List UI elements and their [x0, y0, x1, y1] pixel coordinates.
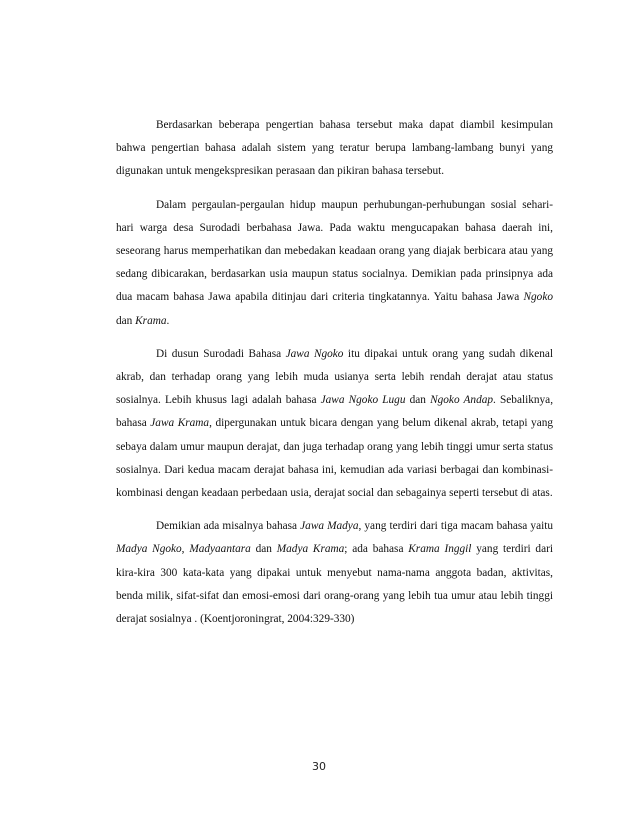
text-run: itu dipakai untuk orang yang sudah dikenal akrab, dan terhadap orang yang lebih muda usianya serta lebih rendah derajat atau status sosialnya. Lebih khusus lagi adalah bahasa: [116, 347, 554, 407]
paragraph: [116, 194, 553, 333]
text-run: dan: [250, 543, 277, 556]
italic-term: Madyaantara: [189, 543, 251, 556]
text-run: Berdasarkan beberapa pengertian bahasa tersebut maka dapat diambil kesimpulan bahwa pengertian bahasa adalah sistem yang teratur berupa lambang-lambang bunyi yang digunakan untuk mengekspresikan perasaan dan pikiran bahasa tersebut.: [116, 119, 553, 178]
text-run: dan: [116, 314, 136, 327]
paragraph: [116, 114, 553, 184]
italic-term: Krama Inggil: [408, 543, 472, 556]
italic-term: Jawa Madya: [300, 520, 359, 533]
page-number: 30: [312, 760, 326, 773]
italic-term: Madya Ngoko: [116, 543, 182, 556]
body-text: [116, 114, 553, 641]
text-run: , yang terdiri dari tiga macam bahasa yaitu: [358, 520, 554, 533]
text-run: yang terdiri dari kira-kira 300 kata-kata yang dipakai untuk menyebut nama-nama anggota badan, aktivitas, benda milik, sifat-sifat dan emosi-emosi dari orang-orang yang lebih tua umur atau lebih tinggi derajat sosialnya . (Koentjoroningrat, 2004:329-330): [116, 543, 553, 626]
text-run: , dipergunakan untuk bicara dengan yang belum dikenal akrab, tetapi yang sebaya dalam umur maupun derajat, dan juga terhadap orang yang lebih tinggi umur serta status sosialnya. Dari kedua macam derajat bahasa ini, kemudian ada variasi berbagai dan kombinasi-kombinasi dengan keadaan perbedaan usia, derajat social dan sebagainya seperti tersebut di atas.: [116, 417, 554, 500]
text-run: . Sebaliknya, bahasa: [116, 394, 554, 430]
italic-term: Ngoko Andap: [430, 394, 494, 407]
italic-term: Madya Krama: [276, 543, 345, 556]
italic-term: Jawa Ngoko: [285, 347, 344, 360]
italic-term: Krama: [135, 314, 167, 327]
italic-term: Jawa Krama: [150, 417, 210, 430]
paragraph: [116, 515, 553, 631]
text-run: ; ada bahasa: [344, 543, 409, 556]
italic-term: Ngoko: [523, 291, 553, 304]
paragraph: [116, 343, 553, 505]
text-run: ,: [181, 543, 190, 556]
text-run: Dalam pergaulan-pergaulan hidup maupun perhubungan-perhubungan sosial sehari-hari warga desa Surodadi berbahasa Jawa. Pada waktu mengucapakan bahasa daerah ini, seseorang harus memperhatikan dan mebedakan keadaan orang yang diajak berbicara atau yang sedang dibicarakan, berdasarkan usia maupun status socialnya. Demikian pada prinsipnya ada dua macam bahasa Jawa apabila ditinjau dari criteria tingkatannya. Yaitu bahasa Jawa: [116, 198, 553, 304]
text-run: Demikian ada misalnya bahasa: [156, 520, 301, 533]
text-run: dan: [405, 394, 431, 407]
italic-term: Jawa Ngoko Lugu: [320, 394, 406, 407]
text-run: Di dusun Surodadi Bahasa: [156, 347, 286, 360]
text-run: .: [166, 314, 170, 327]
